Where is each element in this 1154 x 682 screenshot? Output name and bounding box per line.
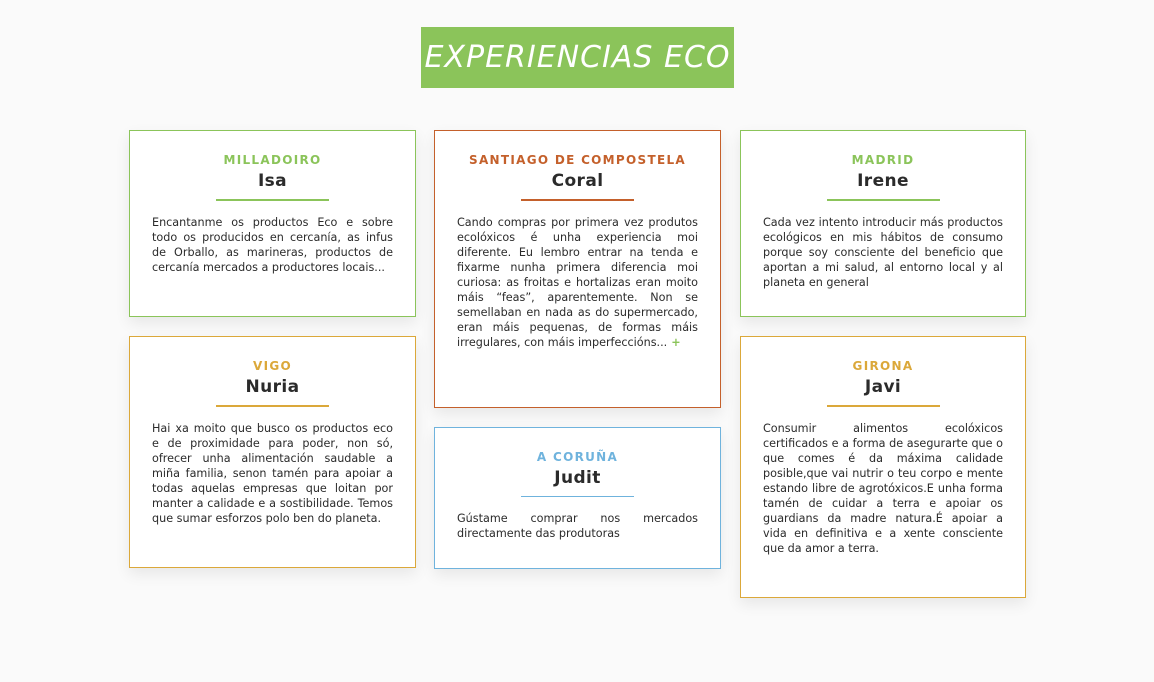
card-divider xyxy=(827,405,940,407)
card-text-wrapper xyxy=(457,215,698,350)
card-divider xyxy=(216,199,329,201)
card-text: Encantanme os productos Eco e sobre todo os producidos en cercanía, as infus de Orballo, as marineras, productos de cercanía mercados a productores locais... xyxy=(152,216,393,274)
card-divider xyxy=(521,199,634,201)
card-text: Cada vez intento introducir más productos ecológicos en mis hábitos de consumo porque soy consciente del beneficio que aportan a mi salud, al entorno local y al planeta en general xyxy=(763,216,1003,289)
card-city: MILLADOIRO xyxy=(223,153,322,167)
testimonial-card-judit xyxy=(434,427,721,569)
card-divider xyxy=(521,496,634,497)
card-city: SANTIAGO DE COMPOSTELA xyxy=(469,153,686,167)
card-city: VIGO xyxy=(252,359,292,373)
plus-icon[interactable]: + xyxy=(671,336,681,349)
card-city: A CORUÑA xyxy=(536,450,619,464)
card-city: GIRONA xyxy=(852,359,914,373)
card-name: Isa xyxy=(257,171,288,191)
card-divider xyxy=(216,405,329,407)
testimonial-card-javi xyxy=(740,336,1026,598)
testimonial-card-coral xyxy=(434,130,721,408)
card-name: Javi xyxy=(864,377,902,397)
card-text: Consumir alimentos ecolóxicos certificados e a forma de asegurarte que o que comes é da máxima calidade posible,que vai nutrir o teu corpo e mente estando libre de agrotóxicos.E unha forma tamén de cuidar a terra e apoiar os guardians da madre natura.É apoiar a vida en definitiva e a xente consciente que da amor a terra. xyxy=(763,422,1003,555)
card-divider xyxy=(827,199,940,201)
testimonial-card-nuria xyxy=(129,336,416,568)
card-city: MADRID xyxy=(851,153,915,167)
card-name: Judit xyxy=(554,468,601,488)
card-text: Gústame comprar nos mercados directamente das produtoras xyxy=(457,512,698,540)
card-text: Hai xa moito que busco os productos eco e de proximidade para poder, non só, ofrecer unha alimentación saudable a miña familia, senon tamén para apoiar a todas aquelas empresas que loitan por manter a calidade e a sostibilidade. Temos que sumar esforzos polo ben do planeta. xyxy=(152,422,393,525)
card-name: Irene xyxy=(857,171,909,191)
card-text: Cando compras por primera vez produtos ecolóxicos é unha experiencia moi diferente. Eu lembro entrar na tenda e fixarme nunha primera diferencia moi curiosa: as froitas e hortalizas eran moito máis “feas”, aparentemente. Non se semellaban en nada as do supermercado, eran máis pequenas, de formas máis irregulares, con máis imperfeccións... xyxy=(457,216,698,349)
testimonial-card-irene xyxy=(740,130,1026,317)
card-name: Coral xyxy=(551,171,604,191)
page-title: EXPERIENCIAS ECO xyxy=(421,27,734,88)
testimonial-card-isa xyxy=(129,130,416,317)
card-name: Nuria xyxy=(245,377,300,397)
